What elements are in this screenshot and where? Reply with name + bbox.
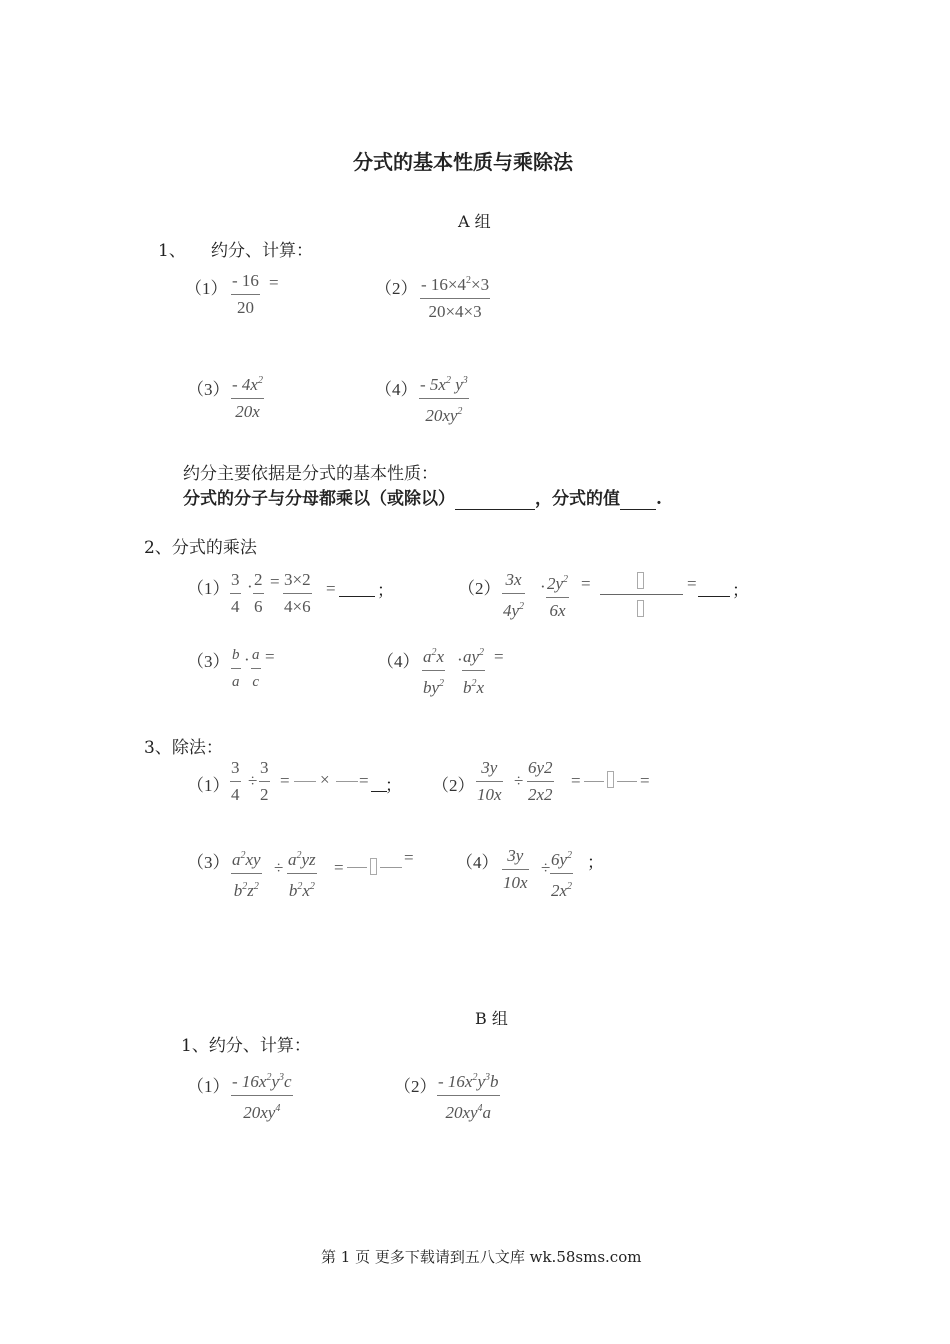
answer-blank[interactable] — [698, 576, 730, 597]
numerator: 2 — [254, 570, 263, 589]
denominator — [242, 1099, 281, 1123]
page-title: 分式的基本性质与乘除法 — [353, 150, 573, 174]
num-tail: b — [490, 1072, 499, 1091]
den-part: b — [463, 678, 472, 697]
numerator: 3y — [481, 758, 498, 777]
num-part: - 4x — [232, 375, 258, 394]
fraction-bar — [336, 781, 358, 782]
q2-item3-frac1 — [231, 645, 241, 692]
divide-sign: ÷ — [274, 858, 284, 877]
fraction-bar — [231, 398, 264, 399]
equals-sign: = — [581, 574, 591, 593]
equals-sign: = — [404, 848, 414, 867]
num-part: a — [232, 850, 241, 869]
denominator — [462, 674, 485, 698]
numerator: 3y — [507, 846, 524, 865]
exponent: 2 — [431, 647, 437, 658]
denominator: c — [252, 674, 260, 690]
exponent: 2 — [296, 850, 302, 861]
fraction-bar — [419, 398, 469, 399]
den-part: 4y — [503, 601, 520, 620]
answer-blank[interactable] — [455, 489, 535, 510]
q2-item4-frac1 — [422, 643, 445, 698]
fraction-bar — [230, 593, 241, 594]
fraction-bar — [231, 294, 260, 295]
placeholder-box — [637, 572, 644, 589]
denominator: 10x — [503, 873, 528, 892]
denominator: 20 — [236, 298, 254, 317]
property-statement — [183, 484, 662, 510]
numerator — [422, 643, 445, 667]
fraction-bar — [600, 594, 683, 595]
fraction-bar — [259, 781, 270, 782]
divide-sign: ÷ — [541, 858, 551, 877]
den-tail: a — [482, 1103, 492, 1122]
den-part: b — [288, 881, 298, 900]
q3-item1-frac2 — [259, 758, 270, 805]
numerator: 3 — [231, 758, 240, 777]
fraction-bar — [231, 873, 262, 874]
fraction-bar — [283, 593, 312, 594]
num-part: - 16x — [438, 1072, 473, 1091]
exponent: 2 — [309, 881, 315, 892]
den-part: 20xy — [243, 1103, 276, 1122]
equals-sign: = — [265, 647, 275, 666]
fraction-bar — [231, 668, 241, 669]
exponent: 2 — [471, 678, 477, 689]
den-part: 20xy — [445, 1103, 478, 1122]
numerator — [420, 271, 490, 295]
numerator: 3x — [505, 570, 522, 589]
q1-item4-no: （4） — [375, 380, 418, 399]
equals-sign: = — [326, 579, 336, 598]
dot-operator: · — [540, 577, 546, 596]
exponent: 2 — [240, 850, 246, 861]
exponent: 2 — [563, 574, 569, 585]
q1-label: 1、 — [158, 241, 186, 261]
numerator: a — [252, 647, 260, 663]
fraction-bar — [231, 1095, 293, 1096]
b-q1-item2-no: （2） — [394, 1077, 437, 1096]
q2-item2-frac1 — [502, 570, 525, 621]
q3-item4-frac2 — [550, 846, 573, 901]
exponent: 2 — [445, 375, 451, 386]
exponent: 4 — [477, 1103, 483, 1114]
basis-text: 约分主要依据是分式的基本性质： — [183, 464, 438, 484]
denominator — [422, 674, 445, 698]
q2-item1-no: （1） — [187, 579, 230, 598]
exponent: 4 — [275, 1103, 281, 1114]
numerator: 3 — [260, 758, 269, 777]
q2-item1-frac3 — [283, 570, 312, 617]
fraction-bar — [420, 298, 490, 299]
group-a-heading: A 组 — [458, 212, 491, 231]
fraction-bar — [294, 781, 316, 782]
numerator: 3 — [231, 570, 240, 589]
numerator: 6y2 — [528, 758, 553, 777]
q3-item2-frac1 — [476, 758, 503, 805]
denominator — [233, 877, 260, 901]
fraction-bar — [422, 670, 445, 671]
q2-item2-no: （2） — [458, 579, 501, 598]
q1-item2-no: （2） — [375, 279, 418, 298]
semicolon: ； — [377, 581, 394, 601]
num-part: - 5x — [420, 375, 446, 394]
num-tail: xy — [245, 850, 261, 869]
q3-item4-frac1 — [502, 846, 529, 893]
exponent: 2 — [479, 647, 485, 658]
exponent: 2 — [242, 881, 248, 892]
denominator: 4 — [231, 785, 240, 804]
num-tail: yz — [301, 850, 316, 869]
semicolon: ； — [587, 853, 604, 873]
equals-sign: = — [269, 273, 279, 292]
fraction-bar — [502, 593, 525, 594]
equals-sign: = — [640, 771, 650, 790]
semicolon: ； — [732, 581, 749, 601]
fraction-bar — [437, 1095, 500, 1096]
q1-item4-fraction — [419, 371, 469, 426]
numerator: b — [232, 647, 240, 663]
q3-item4-no: （4） — [456, 853, 499, 872]
fraction-bar — [476, 781, 503, 782]
denominator: 2 — [260, 785, 269, 804]
numerator — [546, 570, 569, 594]
denominator — [424, 402, 463, 426]
num-y: y — [450, 375, 463, 394]
group-b-heading: B 组 — [475, 1009, 508, 1028]
numerator: - 16 — [232, 271, 259, 290]
b-q1-item1-fraction — [231, 1068, 293, 1123]
equals-sign: = — [334, 858, 344, 877]
num-part: a — [288, 850, 297, 869]
fraction-bar — [462, 670, 485, 671]
num-part: 2y — [547, 574, 564, 593]
q1-item1-no: （1） — [185, 279, 228, 298]
divide-sign: ÷ — [514, 771, 524, 790]
num-part: a — [423, 647, 432, 666]
fraction-bar — [617, 781, 637, 782]
denominator — [550, 877, 573, 901]
equals-sign: = — [571, 771, 581, 790]
q1-item1-fraction — [231, 271, 260, 318]
equals-sign: = — [359, 771, 369, 790]
b-q1-title: 1、约分、计算： — [181, 1036, 311, 1056]
placeholder-box — [637, 600, 644, 617]
q2-item2-frac2 — [546, 570, 569, 621]
equals-sign: = — [270, 572, 280, 591]
q3-item1-frac1 — [230, 758, 241, 805]
denominator — [444, 1099, 492, 1123]
exponent: 2 — [567, 881, 573, 892]
q3-item1-no: （1） — [187, 776, 230, 795]
num-part: ay — [463, 647, 480, 666]
denominator: 20x — [235, 402, 260, 421]
num-tail: c — [284, 1072, 292, 1091]
exponent: 2 — [439, 678, 445, 689]
period: . — [656, 489, 662, 509]
numerator — [231, 846, 262, 870]
denominator: 6 — [254, 597, 263, 616]
fraction-bar — [287, 873, 317, 874]
fraction-bar — [502, 869, 529, 870]
property-text-2: ，分式的值 — [535, 489, 620, 509]
numerator — [231, 1068, 293, 1092]
denominator: 10x — [477, 785, 502, 804]
q1-title: 约分、计算： — [211, 241, 313, 261]
denominator: 6x — [549, 601, 566, 620]
divide-sign: ÷ — [248, 771, 258, 790]
numerator — [437, 1068, 500, 1092]
q3-title: 3、除法： — [144, 738, 223, 758]
denominator — [502, 597, 525, 621]
answer-blank[interactable] — [339, 576, 375, 597]
times-sign: × — [320, 770, 330, 789]
numerator: 3×2 — [284, 570, 311, 589]
num-part: - 16x — [232, 1072, 267, 1091]
q2-item4-frac2 — [462, 643, 485, 698]
numerator — [550, 846, 573, 870]
num-y: y — [271, 1072, 280, 1091]
den-part: by — [423, 678, 440, 697]
equals-sign: = — [280, 771, 290, 790]
exponent: 3 — [485, 1072, 491, 1083]
num-part: 6y — [551, 850, 568, 869]
num-tail: x — [436, 647, 445, 666]
dot-operator: · — [244, 650, 250, 669]
dot-operator: · — [457, 650, 463, 669]
q1-item3-no: （3） — [187, 380, 230, 399]
fraction-bar — [347, 867, 367, 868]
denominator: 20×4×3 — [428, 302, 482, 321]
fraction-bar — [253, 593, 264, 594]
q2-item1-frac2 — [253, 570, 264, 617]
q2-item1-frac1 — [230, 570, 241, 617]
denominator: 4×6 — [284, 597, 311, 616]
exponent: 2 — [266, 1072, 272, 1083]
den-tail: z — [247, 881, 254, 900]
placeholder-box — [370, 858, 377, 875]
equals-sign: = — [494, 647, 504, 666]
q3-item2-no: （2） — [432, 776, 475, 795]
q2-item3-no: （3） — [187, 652, 230, 671]
exponent: 2 — [257, 375, 263, 386]
q1-item3-fraction — [231, 371, 264, 422]
den-tail: x — [302, 881, 310, 900]
fraction-bar — [546, 597, 569, 598]
q2-item3-frac2 — [251, 645, 261, 692]
equals-sign: = — [687, 574, 697, 593]
denominator: 2x2 — [528, 785, 553, 804]
den-part: b — [233, 881, 243, 900]
num-tail: ×3 — [471, 275, 490, 294]
q3-item3-frac1 — [231, 846, 262, 901]
q2-item4-no: （4） — [377, 652, 420, 671]
q3-item3-no: （3） — [187, 853, 230, 872]
exponent: 2 — [297, 881, 303, 892]
num-part: - 16×4 — [421, 275, 466, 294]
exponent: 3 — [462, 375, 468, 386]
den-part: 20xy — [425, 406, 458, 425]
q3-item2-frac2 — [527, 758, 554, 805]
denominator: a — [232, 674, 240, 690]
placeholder-box — [607, 771, 614, 788]
exponent: 2 — [253, 881, 259, 892]
num-y: y — [477, 1072, 486, 1091]
answer-blank[interactable] — [620, 489, 656, 510]
semicolon: ； — [385, 776, 402, 796]
b-q1-item2-fraction — [437, 1068, 500, 1123]
exponent: 2 — [519, 601, 525, 612]
q3-item3-frac2 — [287, 846, 317, 901]
exponent: 2 — [457, 406, 463, 417]
numerator — [419, 371, 469, 395]
q1-item2-fraction — [420, 271, 490, 322]
fraction-bar — [550, 873, 573, 874]
b-q1-item1-no: （1） — [187, 1077, 230, 1096]
property-text-1: 分式的分子与分母都乘以（或除以） — [183, 489, 455, 509]
exponent: 2 — [472, 1072, 478, 1083]
numerator — [287, 846, 317, 870]
numerator — [462, 643, 485, 667]
page-footer: 第 1 页 更多下载请到五八文库 wk.58sms.com — [321, 1248, 642, 1266]
dot-operator: · — [247, 577, 253, 596]
fraction-bar — [527, 781, 554, 782]
fraction-bar — [584, 781, 604, 782]
fraction-bar — [230, 781, 241, 782]
denominator: 4 — [231, 597, 240, 616]
denominator — [288, 877, 316, 901]
exponent: 3 — [279, 1072, 285, 1083]
q2-title: 2、分式的乘法 — [144, 538, 257, 558]
den-tail: x — [476, 678, 485, 697]
numerator — [231, 371, 264, 395]
fraction-bar — [251, 668, 261, 669]
fraction-bar — [380, 867, 402, 868]
den-part: 2x — [551, 881, 568, 900]
exponent: 2 — [567, 850, 573, 861]
exponent: 2 — [466, 275, 471, 286]
